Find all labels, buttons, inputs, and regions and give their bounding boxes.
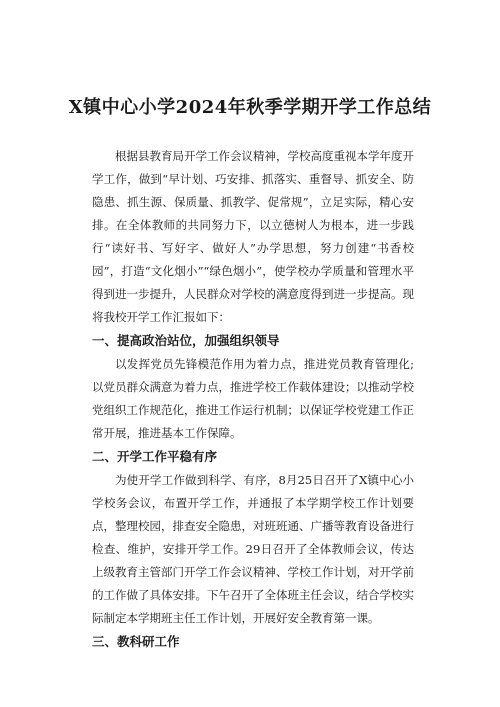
document-body xyxy=(92,145,414,654)
section-body-1: 以发挥党员先锋模范作用为着力点，推进党员教育管理化;以党员群众满意为着力点，推进学校工作载体建设；以推动学校党组织工作规范化，推进工作运行机制；以保证学校党建工作正常开展，推进基本工作保障。 xyxy=(92,357,414,440)
document-title: X镇中心小学2024年秋季学期开学工作总结 xyxy=(68,97,432,118)
section-heading-1: 一、提高政治站位，加强组织领导 xyxy=(92,333,280,348)
section-body-2: 为使开学工作做到科学、有序，8月25日召开了X镇中心小学校务会议，布置开学工作，并通报了本学期学校工作计划要点，整理校园，排查安全隐患，对班班通、广播等教育设备进行检查、维护，安排开学工作。29日召开了全体教师会议，传达上级教育主管部门开学工作会议精神、学校工作计划，对开学前的工作做了具体安排。下午召开了全体班主任会议，结合学校实际制定本学期班主任工作计划，开展好安全教育第一课。 xyxy=(92,473,414,625)
section-heading-2: 二、开学工作平稳有序 xyxy=(92,449,218,464)
intro-paragraph: 根据县教育局开学工作会议精神，学校高度重视本学年度开学工作，做到“早计划、巧安排、抓落实、重督导、抓安全、防隐患、抓生源、保质量、抓教学、促常规”，立足实际，精心安排。在全体教师的共同努力下，以立德树人为根本，进一步践行“读好书、写好字、做好人”办学思想，努力创建“书香校园”，打造“文化烟小”“绿色烟小”，使学校办学质量和管理水平得到进一步提升，人民群众对学校的满意度得到进一步提高。现将我校开学工作汇报如下： xyxy=(92,149,414,324)
section-heading-3: 三、教科研工作 xyxy=(92,634,180,649)
